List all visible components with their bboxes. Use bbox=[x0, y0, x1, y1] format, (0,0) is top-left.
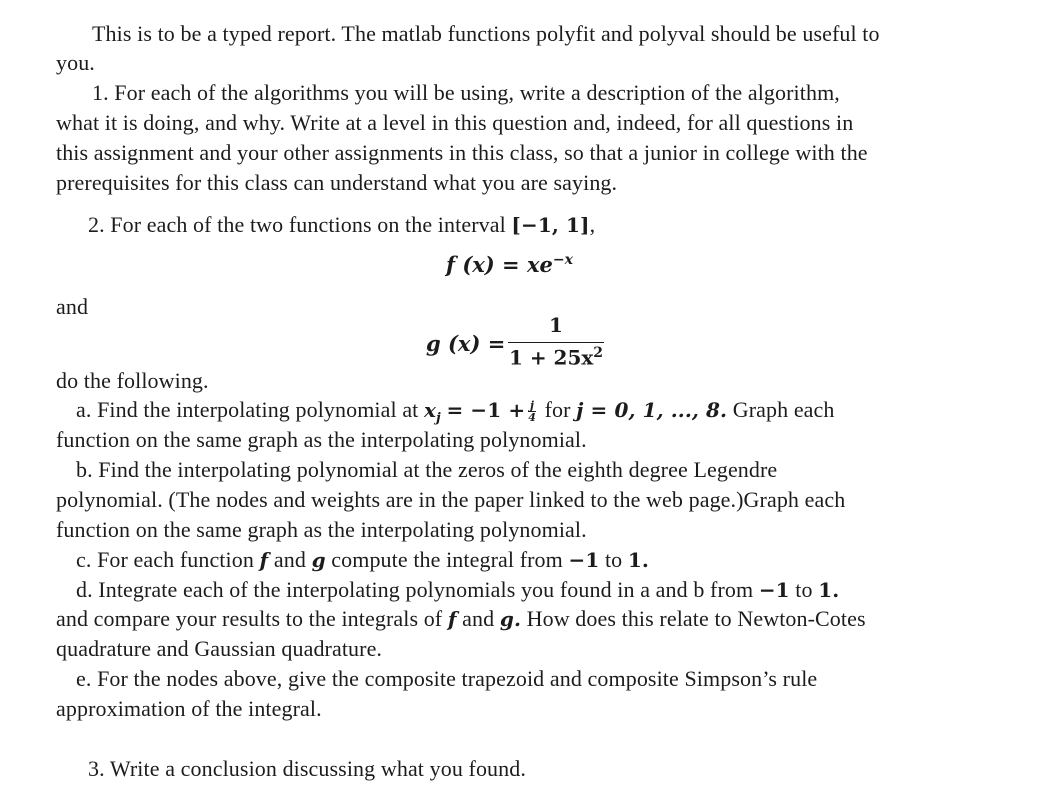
part-d-line-2: and compare your results to the integrals of f and g. How does this relate to Newton-Cotes bbox=[56, 606, 866, 631]
equation-f-lhs: f (x) = xe bbox=[446, 252, 553, 277]
part-b-line-1: b. Find the interpolating polynomial at the zeros of the eighth degree Legendre bbox=[76, 457, 778, 482]
equation-f bbox=[446, 252, 573, 277]
equation-g-lhs: g (x) = bbox=[426, 331, 506, 356]
part-e-line-2: approximation of the integral. bbox=[56, 696, 322, 721]
q1-line-3: this assignment and your other assignments in this class, so that a junior in college with the bbox=[56, 140, 868, 165]
equation-g-denominator: $1 + 25x^2$ bbox=[508, 345, 604, 370]
part-a-jrange: j = 0, 1, ..., 8. bbox=[576, 398, 728, 422]
intro-line-2: you. bbox=[56, 50, 95, 75]
q2-interval: [−1, 1] bbox=[511, 213, 590, 237]
part-b-line-3: function on the same graph as the interpolating polynomial. bbox=[56, 517, 587, 542]
q1-line-1: 1. For each of the algorithms you will be using, write a description of the algorithm, bbox=[92, 80, 840, 105]
part-d-line-1: d. Integrate each of the interpolating polynomials you found in a and b from −1 to 1. bbox=[76, 577, 840, 602]
q1-line-2: what it is doing, and why. Write at a level in this question and, indeed, for all questions in bbox=[56, 110, 854, 135]
part-a-xj: $x_j$ bbox=[424, 398, 441, 426]
part-a-line-1: a. Find the interpolating polynomial at $x_j = -1$ + $\frac{j}{4}$ for j = 0, 1, ..., 8. Graph each bbox=[76, 397, 835, 426]
part-b-line-2: polynomial. (The nodes and weights are in the paper linked to the web page.)Graph each bbox=[56, 487, 846, 512]
and-text: and bbox=[56, 294, 89, 319]
do-following-text: do the following. bbox=[56, 368, 209, 393]
q1-line-4: prerequisites for this class can understand what you are saying. bbox=[56, 170, 618, 195]
q2-intro-line bbox=[88, 210, 595, 240]
part-d-line-3: quadrature and Gaussian quadrature. bbox=[56, 636, 383, 661]
part-a-fraction: $\frac{j}{4}$ bbox=[528, 399, 536, 425]
part-a-line-2: function on the same graph as the interpolating polynomial. bbox=[56, 427, 587, 452]
q2-interval-comma: , bbox=[589, 212, 596, 237]
q3-line: 3. Write a conclusion discussing what you found. bbox=[88, 756, 526, 781]
part-e-line-1: e. For the nodes above, give the composite trapezoid and composite Simpson’s rule bbox=[76, 666, 818, 691]
equation-f-exponent: −x bbox=[552, 252, 573, 268]
equation-g-numerator: 1 bbox=[549, 313, 563, 337]
equation-g-fraction-bar bbox=[508, 342, 604, 343]
q2-intro-text: 2. For each of the two functions on the interval bbox=[88, 212, 506, 237]
intro-line-1: This is to be a typed report. The matlab functions polyfit and polyval should be useful to bbox=[92, 21, 880, 46]
part-a-expression: = −1 + bbox=[446, 398, 526, 422]
part-c-line: c. For each function f and g compute the integral from −1 to 1. bbox=[76, 547, 649, 572]
